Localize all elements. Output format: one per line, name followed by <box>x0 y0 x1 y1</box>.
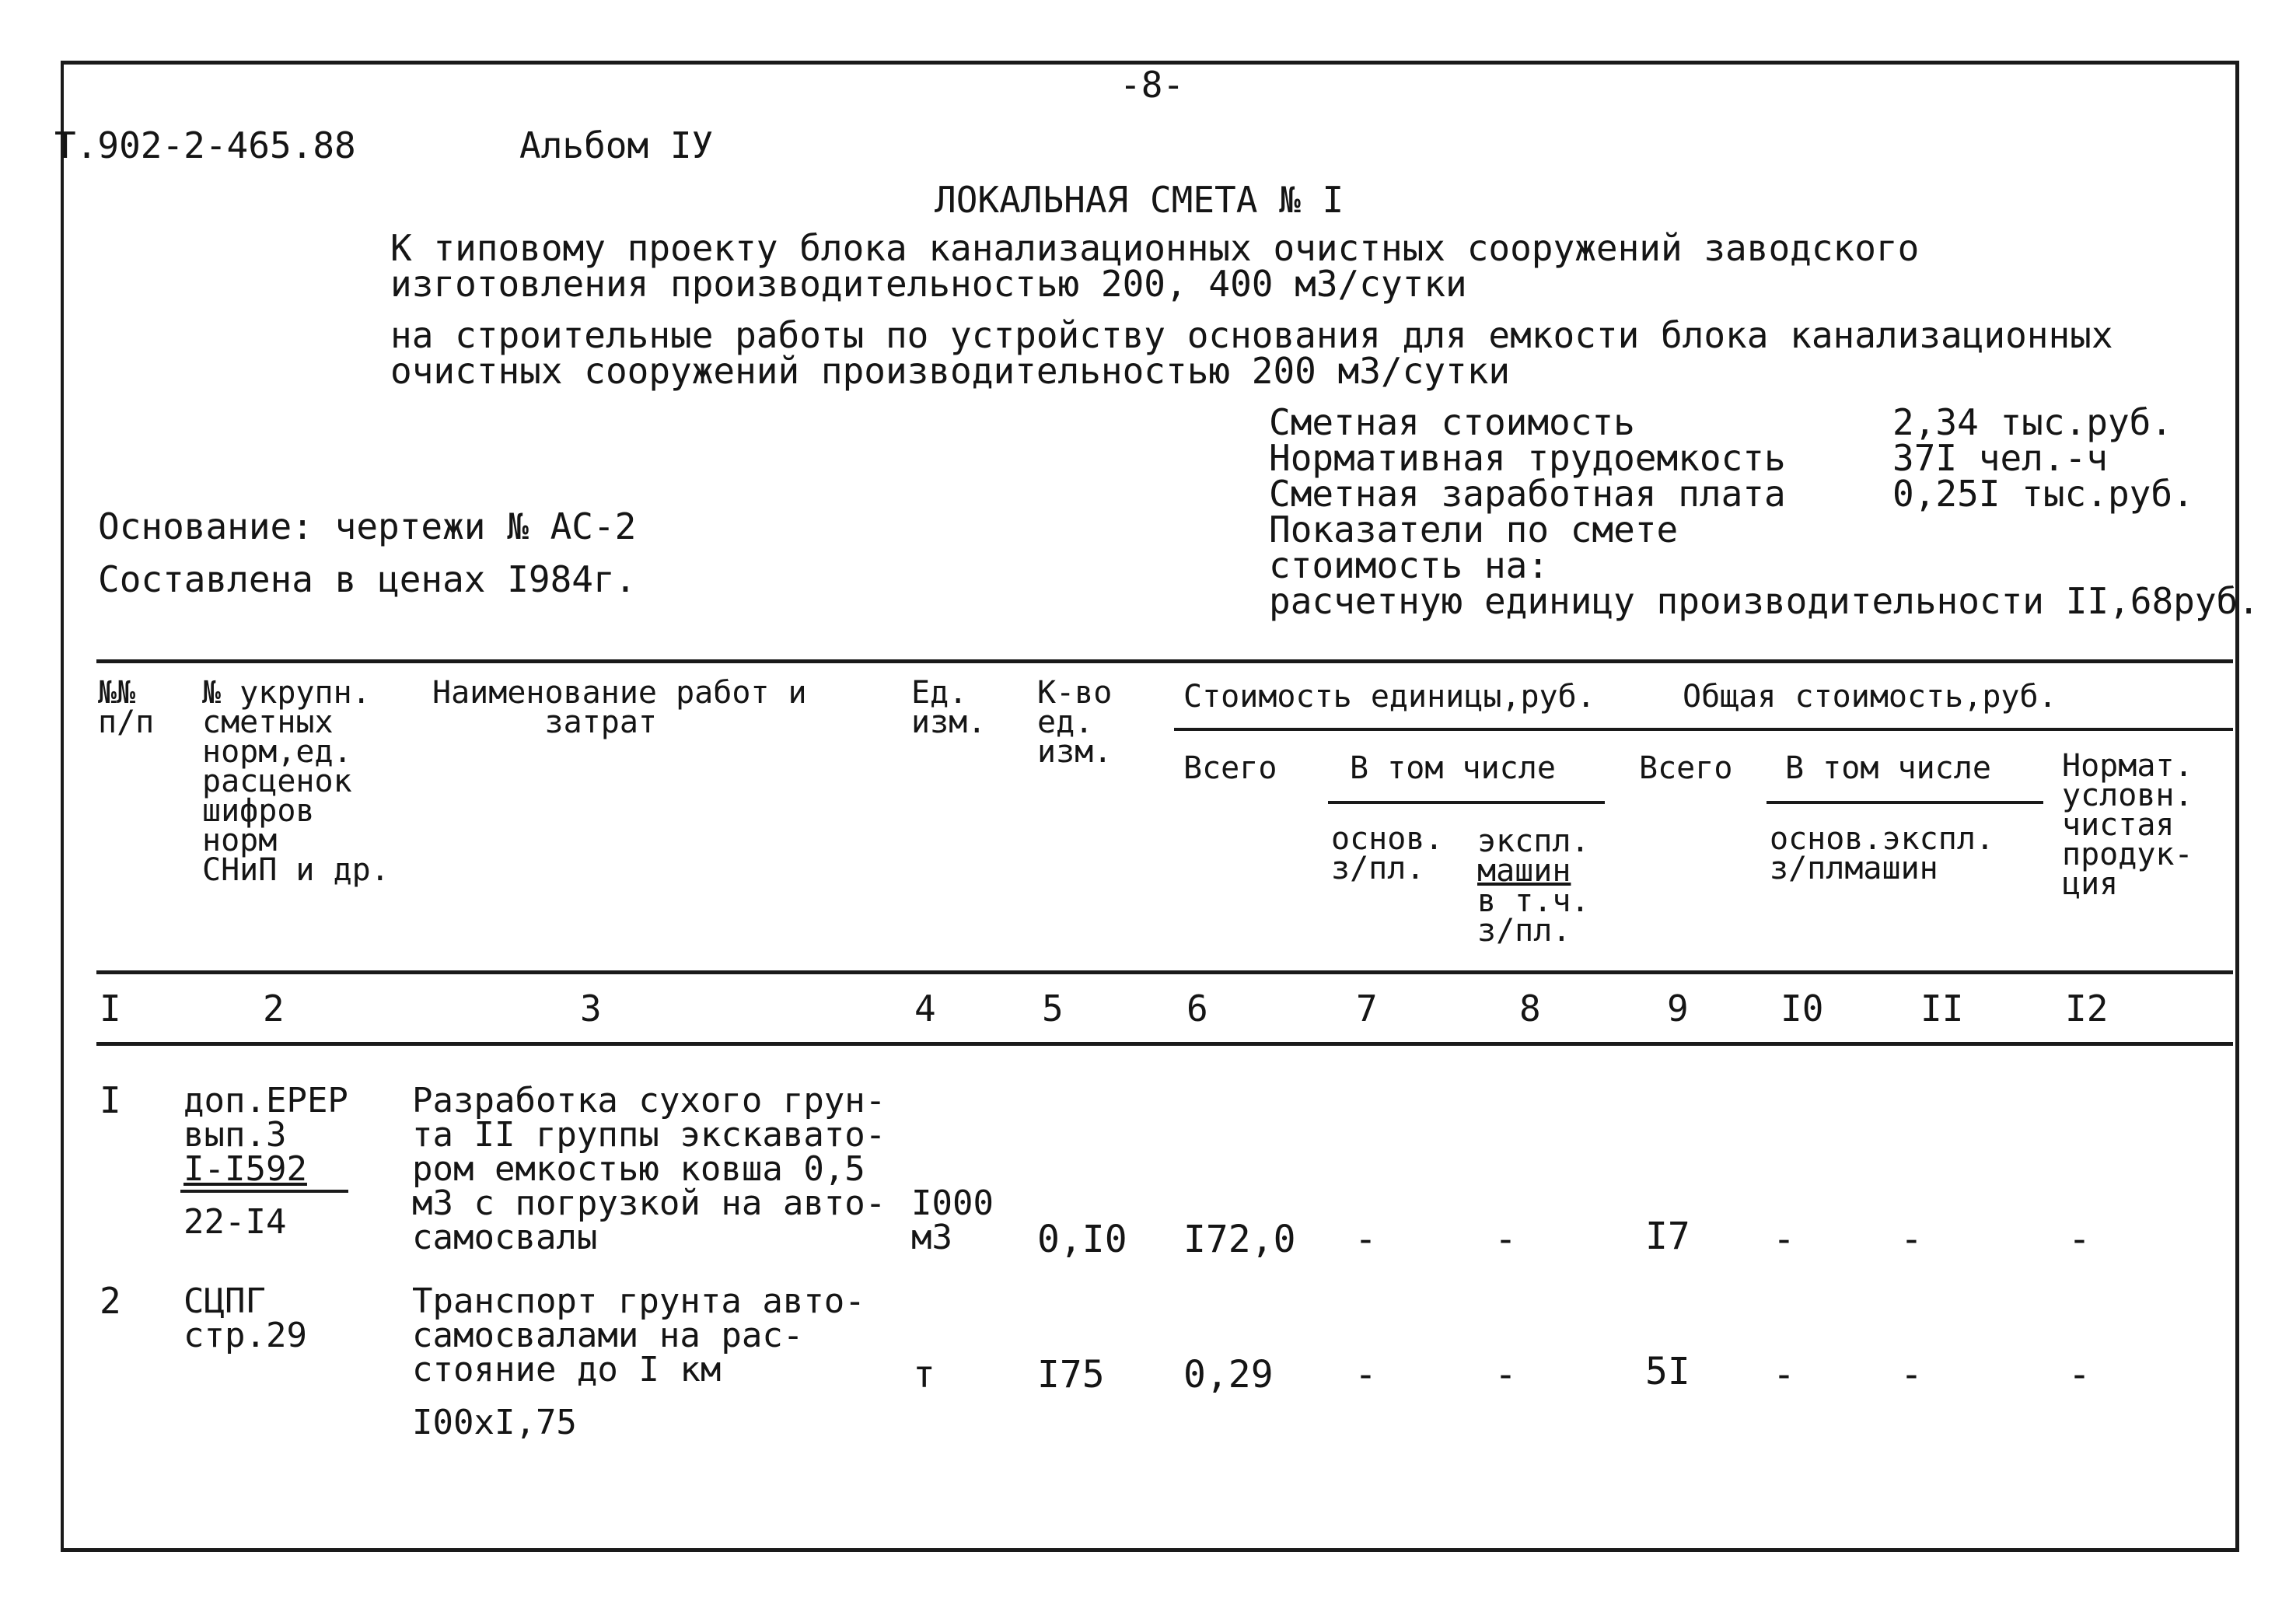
colnum-4: 4 <box>914 988 936 1029</box>
summary-labels: Сметная стоимость Нормативная трудоемкость Сметная заработная плата Показатели по смете стоимость на: расчетную единицу производительности II,68руб. <box>1269 401 2259 622</box>
row-total-machine: - <box>1900 1353 1923 1397</box>
total-incl-rule <box>1767 801 2043 804</box>
row-total-wage: - <box>1773 1218 1795 1261</box>
header-total-total: Всего <box>1639 750 1733 786</box>
header-unit-total: Всего <box>1183 750 1277 786</box>
header-col-quantity: К-во ед. изм. <box>1037 675 1113 770</box>
header-unit-incl-wage: в т.ч. з/пл. <box>1477 883 1590 949</box>
row-unit-wage: - <box>1354 1218 1377 1261</box>
row-code-line1: СЦПГ <box>183 1281 266 1321</box>
colnum-7: 7 <box>1356 988 1378 1029</box>
colnum-10: I0 <box>1781 988 1824 1029</box>
row-work-name: Транспорт грунта авто- самосвалами на рас- стояние до I км <box>412 1281 865 1390</box>
colnum-8: 8 <box>1519 988 1541 1029</box>
header-total-incl: В том числе <box>1785 750 1991 786</box>
colnum-11: II <box>1920 988 1964 1029</box>
row-norm-product: - <box>2068 1353 2091 1397</box>
header-col-unit: Ед. изм. <box>911 675 987 740</box>
colnum-1: I <box>100 988 121 1029</box>
code-fraction-rule <box>180 1190 348 1193</box>
header-unit-cost-group: Стоимость единицы,руб. <box>1183 679 1595 715</box>
header-total-cost-group: Общая стоимость,руб. <box>1683 679 2057 715</box>
row-unit: I000 м3 <box>911 1183 994 1257</box>
colnum-2: 2 <box>263 988 285 1029</box>
row-number: I <box>100 1079 121 1121</box>
header-norm-product: Нормат. условн. чистая продук- ция <box>2062 748 2193 902</box>
row-unit: т <box>913 1353 935 1397</box>
row-work-name: Разработка сухого грун- та II группы экскавато- ром емкостью ковша 0,5 м3 с погрузкой на авто- самосвалы <box>412 1081 886 1257</box>
row-code-line2: стр.29 <box>183 1316 307 1355</box>
header-unit-machine-under: машин <box>1477 853 1571 889</box>
row-total: I7 <box>1645 1215 1690 1258</box>
row-total: 5I <box>1645 1350 1690 1393</box>
header-col-work-name: Наименование работ и затрат <box>432 675 807 740</box>
project-description: К типовому проекту блока канализационных очистных сооружений заводского изготовления производительностью 200, 400 м3/сутки <box>390 227 1920 305</box>
column-numbers-rule <box>96 1042 2233 1046</box>
row-norm-product: - <box>2068 1218 2091 1261</box>
unit-incl-rule <box>1328 801 1605 804</box>
header-unit-base-wage: основ. з/пл. <box>1331 821 1444 886</box>
row-unit-machine: - <box>1494 1353 1517 1397</box>
row-total-wage: - <box>1773 1353 1795 1397</box>
header-bottom-rule <box>96 970 2233 974</box>
works-description: на строительные работы по устройству основания для емкости блока канализационных очистных сооружений производительностью 200 м3/сутки <box>390 314 2113 392</box>
prices-year: Составлена в ценах I984г. <box>98 558 637 600</box>
row-code-line1: доп.ЕРЕР <box>183 1081 348 1120</box>
header-unit-machine-label: экспл. <box>1477 823 1590 859</box>
document-code: Т.902-2-465.88 <box>54 124 356 166</box>
row-unit-total: 0,29 <box>1183 1353 1274 1397</box>
header-col-number: №№ п/п <box>98 675 155 740</box>
header-unit-incl: В том числе <box>1350 750 1556 786</box>
colnum-3: 3 <box>580 988 602 1029</box>
row-code-line2: вып.3 <box>183 1115 287 1155</box>
row-code-line3: I-I592 <box>183 1149 307 1189</box>
row-unit-machine: - <box>1494 1218 1517 1261</box>
summary-values: 2,34 тыс.руб. 37I чел.-ч 0,25I тыс.руб. <box>1892 401 2194 515</box>
row-number: 2 <box>100 1280 121 1322</box>
page-number: -8- <box>1120 64 1185 106</box>
table-top-rule <box>96 659 2233 663</box>
cost-group-rule <box>1174 728 2233 731</box>
row-work-name-extra: I00хI,75 <box>412 1403 577 1442</box>
basis-drawings: Основание: чертежи № АС-2 <box>98 505 637 547</box>
row-quantity: 0,I0 <box>1037 1218 1127 1261</box>
row-unit-wage: - <box>1354 1353 1377 1397</box>
row-code-line4: 22-I4 <box>183 1202 287 1242</box>
row-unit-total: I72,0 <box>1183 1218 1296 1261</box>
header-col-norm-code: № укрупн. сметных норм,ед. расценок шифров норм СНиП и др. <box>202 675 390 888</box>
row-quantity: I75 <box>1037 1353 1105 1397</box>
colnum-12: I2 <box>2065 988 2109 1029</box>
colnum-5: 5 <box>1042 988 1064 1029</box>
album-label: Альбом IУ <box>519 124 714 166</box>
smeta-title: ЛОКАЛЬНАЯ СМЕТА № I <box>935 179 1344 221</box>
header-total-subcols: основ.экспл. з/плмашин <box>1770 821 1994 886</box>
colnum-9: 9 <box>1667 988 1689 1029</box>
row-total-machine: - <box>1900 1218 1923 1261</box>
colnum-6: 6 <box>1186 988 1208 1029</box>
